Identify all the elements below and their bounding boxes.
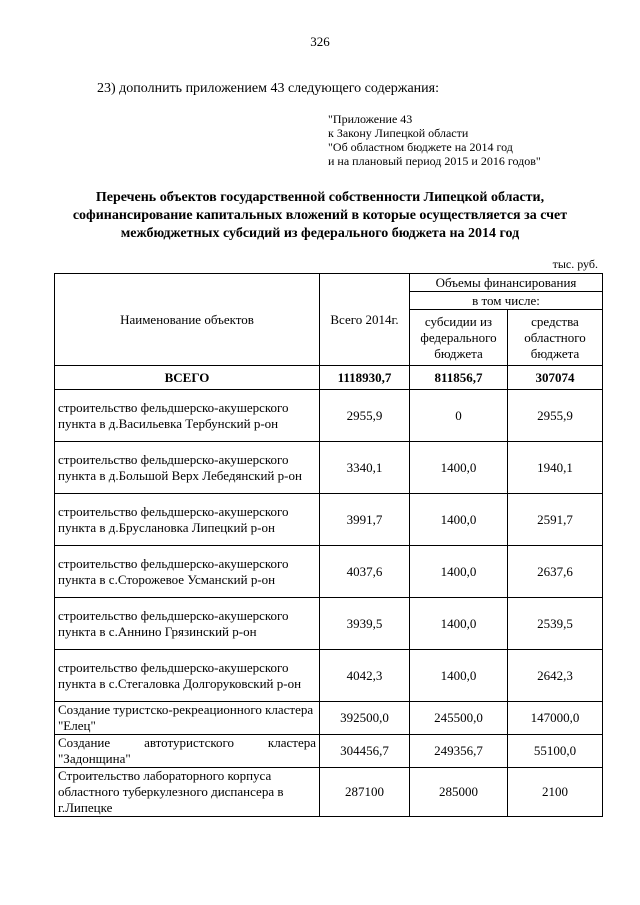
row-regional: 1940,1	[508, 442, 603, 494]
row-regional: 55100,0	[508, 735, 603, 768]
row-name: Создание туристско-рекреационного кластера "Елец"	[55, 702, 320, 735]
total-regional: 307074	[508, 366, 603, 390]
row-name: Строительство лабораторного корпуса областного туберкулезного диспансера в г.Липецке	[55, 768, 320, 817]
units-label: тыс. руб.	[552, 257, 598, 271]
appendix-line: к Закону Липецкой области	[328, 126, 469, 140]
header-funding: Объемы финансирования	[410, 274, 603, 292]
title-line: Перечень объектов государственной собственности Липецкой области,	[95, 190, 545, 205]
row-total: 304456,7	[320, 735, 410, 768]
appendix-line: "Об областном бюджете на 2014 год	[328, 140, 513, 154]
page-number: 326	[310, 34, 330, 49]
row-name: строительство фельдшерско-акушерского пункта в д.Бруслановка Липецкий р-он	[55, 494, 320, 546]
row-federal: 1400,0	[410, 598, 508, 650]
table-row	[55, 494, 603, 546]
row-total: 392500,0	[320, 702, 410, 735]
row-federal: 1400,0	[410, 442, 508, 494]
row-total: 287100	[320, 768, 410, 817]
row-federal: 249356,7	[410, 735, 508, 768]
row-regional: 2955,9	[508, 390, 603, 442]
appendix-line: "Приложение 43	[328, 112, 413, 126]
row-federal: 285000	[410, 768, 508, 817]
document-title	[40, 189, 600, 243]
row-regional: 2637,6	[508, 546, 603, 598]
title-line: софинансирование капитальных вложений в которые осуществляется за счет	[72, 208, 568, 223]
row-federal: 1400,0	[410, 546, 508, 598]
header-regional: средства областного бюджета	[508, 310, 603, 366]
row-federal: 1400,0	[410, 650, 508, 702]
funding-table	[54, 273, 603, 817]
row-name: строительство фельдшерско-акушерского пункта в д.Васильевка Тербунский р-он	[55, 390, 320, 442]
table-row	[55, 390, 603, 442]
row-total: 4037,6	[320, 546, 410, 598]
row-total: 3991,7	[320, 494, 410, 546]
header-federal: субсидии из федерального бюджета	[410, 310, 508, 366]
row-regional: 2591,7	[508, 494, 603, 546]
table-row	[55, 598, 603, 650]
row-total: 2955,9	[320, 390, 410, 442]
row-name: строительство фельдшерско-акушерского пункта в д.Большой Верх Лебедянский р-он	[55, 442, 320, 494]
appendix-line: и на плановый период 2015 и 2016 годов"	[328, 154, 541, 168]
table-row	[55, 702, 603, 735]
row-federal: 0	[410, 390, 508, 442]
row-name: строительство фельдшерско-акушерского пункта в с.Аннино Грязинский р-он	[55, 598, 320, 650]
row-name: строительство фельдшерско-акушерского пункта в с.Стегаловка Долгоруковский р-он	[55, 650, 320, 702]
table-row	[55, 768, 603, 817]
title-line: межбюджетных субсидий из федерального бюджета на 2014 год	[120, 226, 520, 241]
total-row	[55, 366, 603, 390]
row-regional: 2642,3	[508, 650, 603, 702]
row-federal: 1400,0	[410, 494, 508, 546]
appendix-reference	[328, 112, 541, 168]
table-row	[55, 442, 603, 494]
table-row	[55, 735, 603, 768]
row-total: 4042,3	[320, 650, 410, 702]
header-including: в том числе:	[410, 292, 603, 310]
row-regional: 147000,0	[508, 702, 603, 735]
total-label: ВСЕГО	[55, 366, 320, 390]
row-regional: 2100	[508, 768, 603, 817]
row-name: Создание автотуристского кластера "Задонщина"	[55, 735, 320, 768]
header-name: Наименование объектов	[55, 274, 320, 366]
total-value: 1118930,7	[320, 366, 410, 390]
row-total: 3340,1	[320, 442, 410, 494]
intro-text: 23) дополнить приложением 43 следующего содержания:	[97, 81, 439, 96]
row-total: 3939,5	[320, 598, 410, 650]
row-name: строительство фельдшерско-акушерского пункта в с.Сторожевое Усманский р-он	[55, 546, 320, 598]
row-federal: 245500,0	[410, 702, 508, 735]
row-regional: 2539,5	[508, 598, 603, 650]
table-row	[55, 650, 603, 702]
total-federal: 811856,7	[410, 366, 508, 390]
table-row	[55, 546, 603, 598]
header-total: Всего 2014г.	[320, 274, 410, 366]
